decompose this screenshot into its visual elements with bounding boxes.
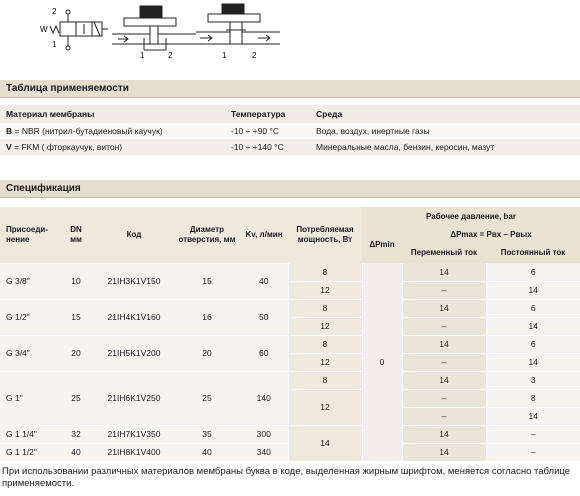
dc-cell: – — [486, 443, 580, 461]
table-row — [0, 299, 580, 317]
header-material: Материал мембраны — [0, 105, 225, 123]
power-cell: 12 — [288, 281, 362, 299]
dn-cell: 32 — [58, 425, 94, 443]
table-row — [0, 425, 580, 443]
connection-cell: G 3/4" — [0, 335, 58, 371]
section-a-port-2: 2 — [168, 51, 173, 60]
material-name: = FKM ( фторкаучук, витон) — [11, 142, 123, 152]
valve-section-a-diagram — [112, 6, 196, 50]
spec-section-title: Спецификация — [0, 180, 580, 198]
power-cell: 8 — [288, 371, 362, 389]
dc-cell: 14 — [486, 281, 580, 299]
ac-cell: 14 — [402, 335, 486, 353]
header-ac: Переменный ток — [402, 243, 486, 263]
valve-diagrams — [0, 0, 580, 62]
section-b-port-2: 2 — [252, 51, 257, 60]
ac-cell: – — [402, 407, 486, 425]
ac-cell: – — [402, 389, 486, 407]
header-diameter: Диаметр отверстия, мм — [174, 207, 240, 263]
code-cell: 21IH4K1V160 — [94, 299, 174, 335]
symbol-port-1: 1 — [52, 40, 57, 49]
ac-cell: – — [402, 281, 486, 299]
ac-cell: 14 — [402, 425, 486, 443]
code-cell: 21IH6K1V250 — [94, 371, 174, 425]
dc-cell: 14 — [486, 407, 580, 425]
media-cell: Минеральные масла, бензин, керосин, мазут — [310, 139, 580, 155]
section-b-port-1: 1 — [222, 51, 227, 60]
dc-cell: 14 — [486, 317, 580, 335]
connection-cell: G 1 1/4" — [0, 425, 58, 443]
ac-cell: 14 — [402, 299, 486, 317]
table-row — [0, 123, 580, 139]
kv-cell: 50 — [240, 299, 288, 335]
spec-table-body — [0, 263, 580, 461]
kv-cell: 300 — [240, 425, 288, 443]
kv-cell: 40 — [240, 263, 288, 299]
symbol-port-2: 2 — [52, 7, 57, 16]
dn-cell: 25 — [58, 371, 94, 425]
header-dn-unit: мм — [70, 235, 82, 244]
ac-cell: – — [402, 353, 486, 371]
header-pressure: Рабочее давление, bar — [362, 207, 580, 227]
diameter-cell: 25 — [174, 371, 240, 425]
header-dp-min: ΔPmin — [362, 227, 402, 263]
table-row — [0, 335, 580, 353]
dc-cell: 6 — [486, 263, 580, 281]
dn-cell: 15 — [58, 299, 94, 335]
dc-cell: 3 — [486, 371, 580, 389]
power-cell: 12 — [288, 317, 362, 335]
material-cell — [0, 139, 225, 155]
header-dn — [58, 207, 94, 263]
table-row — [0, 263, 580, 281]
connection-cell: G 3/8" — [0, 263, 58, 299]
ac-cell: – — [402, 317, 486, 335]
symbol-coil-label: W — [40, 25, 48, 34]
power-cell: 14 — [288, 425, 362, 461]
ac-cell: 14 — [402, 263, 486, 281]
header-temperature: Температура — [225, 105, 310, 123]
diameter-cell: 15 — [174, 263, 240, 299]
power-cell: 8 — [288, 335, 362, 353]
power-cell: 12 — [288, 353, 362, 371]
table-row — [0, 139, 580, 155]
connection-cell: G 1/2" — [0, 299, 58, 335]
temperature-cell: -10 ÷ +140 °C — [225, 139, 310, 155]
kv-cell: 60 — [240, 335, 288, 371]
material-code: V — [6, 142, 12, 152]
dp-min-cell: 0 — [362, 263, 402, 461]
code-cell: 21IH7K1V350 — [94, 425, 174, 443]
footnote: При использовании различных материалов мембраны буква в коде, выделенная жирным шрифтом, меняется согласно таблице применяемости. — [2, 466, 570, 489]
application-table — [0, 105, 580, 155]
header-kv: Kv, л/мин — [240, 207, 288, 263]
diameter-cell: 40 — [174, 443, 240, 461]
kv-cell: 140 — [240, 371, 288, 425]
power-cell: 8 — [288, 299, 362, 317]
dn-cell: 10 — [58, 263, 94, 299]
table-row — [0, 371, 580, 389]
spec-table — [0, 207, 580, 462]
dn-cell: 20 — [58, 335, 94, 371]
connection-cell: G 1 1/2" — [0, 443, 58, 461]
header-dn-label: DN — [70, 225, 82, 234]
header-media: Среда — [310, 105, 580, 123]
header-dp-max: ΔPmax = Pвх – Pвых — [402, 227, 580, 243]
dc-cell: 6 — [486, 299, 580, 317]
code-cell: 21IH8K1V400 — [94, 443, 174, 461]
header-power: Потребляемая мощность, Вт — [288, 207, 362, 263]
dc-cell: 14 — [486, 353, 580, 371]
diameter-cell: 20 — [174, 335, 240, 371]
material-cell — [0, 123, 225, 139]
dc-cell: 6 — [486, 335, 580, 353]
material-name: = NBR (нитрил-бутадиеновый каучук) — [12, 126, 163, 136]
dc-cell: 8 — [486, 389, 580, 407]
ac-cell: 14 — [402, 371, 486, 389]
media-cell: Вода, воздух, инертные газы — [310, 123, 580, 139]
temperature-cell: -10 ÷ +90 °C — [225, 123, 310, 139]
kv-cell: 340 — [240, 443, 288, 461]
diameter-cell: 35 — [174, 425, 240, 443]
application-section-title: Таблица применяемости — [0, 80, 580, 98]
header-dc: Постоянный ток — [486, 243, 580, 263]
ac-cell: 14 — [402, 443, 486, 461]
valve-section-b-diagram — [196, 4, 280, 44]
code-cell: 21IH5K1V200 — [94, 335, 174, 371]
connection-cell: G 1" — [0, 371, 58, 425]
material-code: B — [6, 126, 13, 136]
valve-symbol-diagram — [50, 10, 108, 50]
power-cell: 8 — [288, 263, 362, 281]
section-a-port-1: 1 — [140, 51, 145, 60]
power-cell: 12 — [288, 389, 362, 425]
header-connection: Присоеди-нение — [0, 207, 58, 263]
header-code: Код — [94, 207, 174, 263]
diameter-cell: 16 — [174, 299, 240, 335]
dc-cell: – — [486, 425, 580, 443]
dn-cell: 40 — [58, 443, 94, 461]
code-cell: 21IH3K1V150 — [94, 263, 174, 299]
